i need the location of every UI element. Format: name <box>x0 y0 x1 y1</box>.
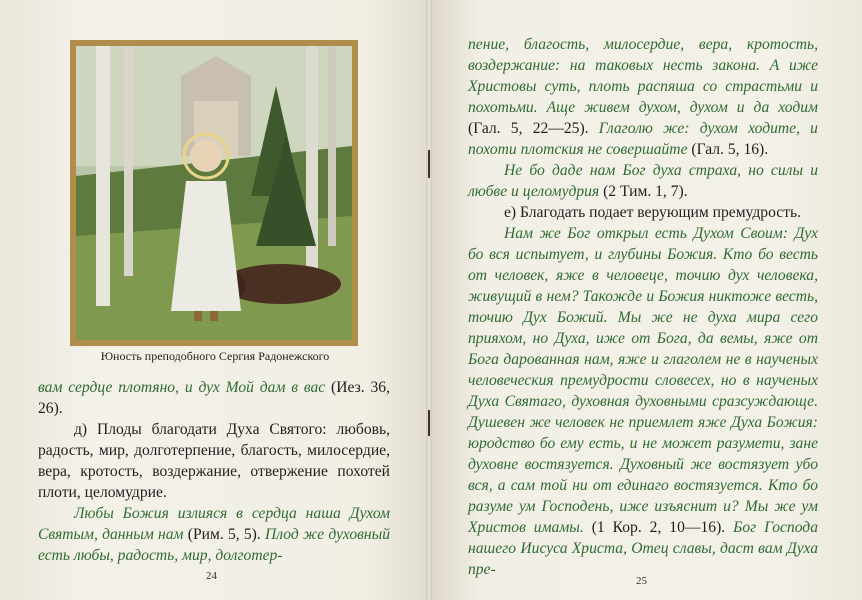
scripture-quote: вам сердце плотяно, и дух Мой дам в вас <box>38 379 326 396</box>
body-text: д) Плоды благодати Духа Святого: любовь, радость, мир, долготерпение, благость, милосердие, вера, кротость, воздержание, отвержение похотей плоти, целомудрие. <box>38 421 390 501</box>
scripture-quote: Нам же Бог открыл есть Духом Своим: Дух бо вся испытует, и глубины Божия. Кто бо весть от человек, яже в человеце, точию дух человека, живущий в нем? Такожде и Божия никтоже весть, точию Дух Божий. Мы же не духа мира сего прияхом, но Духа, иже от Бога, да вемы, яже от Бога дарованная нам, яже и глаголем не в наученых человеческия премудрости словесех, но в наученых Духа Святаго, духовная духовными сразсуждающе. Душевен же человек не приемлет яже Духа Божия: юродство бо ему есть, и не может разумети, зане духовне востязуется. Духовный же востязует убо вся, а сам той ни от единаго востязуется. Кто бо разуме ум Господень, иже изъяснит и? Мы же ум Христов имамы. <box>468 225 818 536</box>
scripture-quote: Любы Божия излияся в сердца наша Духом Святым, данным нам <box>38 505 390 543</box>
paragraph <box>468 223 818 580</box>
illustration-caption: Юность преподобного Сергия Радонежского <box>100 349 330 363</box>
book-gutter <box>426 0 432 600</box>
paragraph <box>38 419 390 503</box>
citation: (2 Тим. 1, 7). <box>599 183 688 200</box>
paragraph <box>468 202 818 223</box>
citation: (Гал. 5, 16). <box>687 141 769 158</box>
paragraph <box>38 377 390 419</box>
scripture-quote: Не бо даде нам Бог духа страха, но силы и любве и целомудрия <box>468 162 818 200</box>
citation: (Рим. 5, 5). <box>183 526 265 543</box>
citation: (Гал. 5, 22—25). <box>468 120 599 137</box>
paragraph <box>468 160 818 202</box>
paragraph <box>38 503 390 566</box>
scripture-quote: Бог Господа нашего Иисуса Христа, Отец славы, даст вам Духа пре- <box>468 519 818 578</box>
scripture-quote: пение, благость, милосердие, вера, кротость, воздержание: на таковых несть закона. А иже Христовы суть, плоть распяша со страстьми и похотьми. Аще живем духом, духом и да ходим <box>468 36 818 116</box>
citation: (1 Кор. 2, 10—16). <box>583 519 734 536</box>
staple-top <box>428 150 430 178</box>
staple-bottom <box>428 410 430 436</box>
scripture-quote: Плод же духовный есть любы, радость, мир, долготер- <box>38 526 391 564</box>
left-page-text <box>38 377 390 566</box>
illustration-sergius <box>70 40 358 346</box>
scripture-quote: Глаголю же: духом ходите, и похоти плотския не совершайте <box>468 120 818 158</box>
body-text: е) Благодать подает верующим премудрость. <box>504 204 802 221</box>
paragraph <box>468 34 818 160</box>
right-page-text <box>468 34 818 580</box>
page-number-left: 24 <box>206 570 217 582</box>
page-number-right: 25 <box>636 575 647 587</box>
citation: (Иез. 36, 26). <box>38 379 390 417</box>
